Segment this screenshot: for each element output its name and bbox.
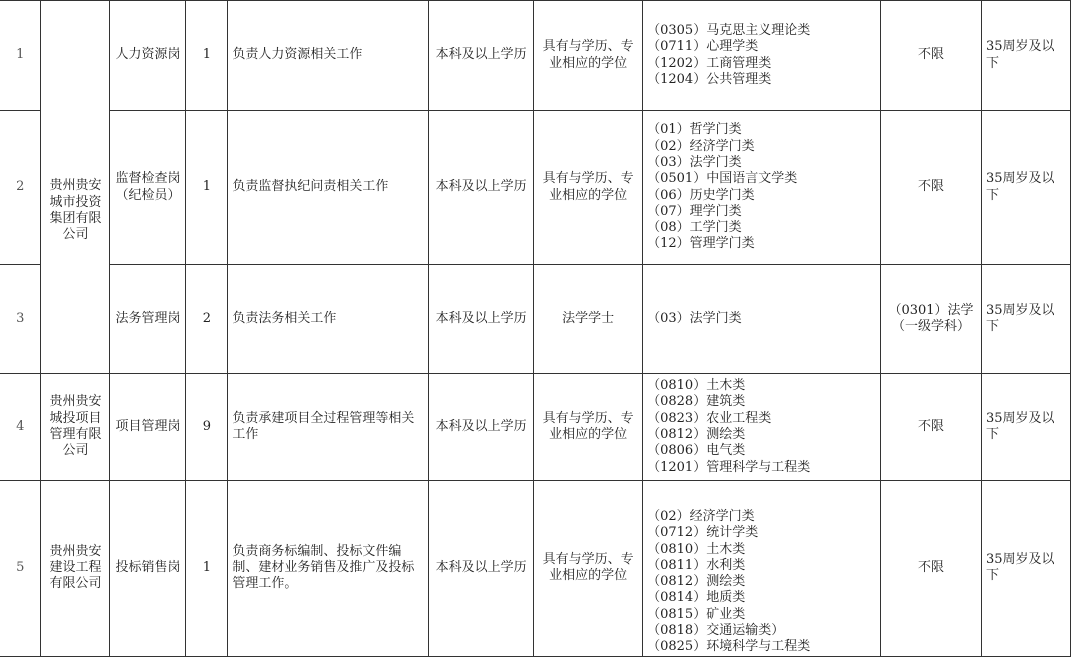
row-number: 3 <box>0 265 41 374</box>
age-cell: 35周岁及以下 <box>982 265 1071 374</box>
major-item: （0810）土木类 <box>647 378 746 394</box>
major-item: （12）管理学门类 <box>647 236 755 252</box>
major-item: （0806）电气类 <box>647 443 746 459</box>
company-line: 贵州贵安 <box>49 394 102 410</box>
degree-cell <box>534 374 643 481</box>
major-item: （0305）马克思主义理论类 <box>647 22 811 38</box>
table-row <box>0 374 1071 481</box>
graduate-cell <box>881 265 982 374</box>
row-number: 5 <box>0 481 41 657</box>
majors-cell <box>643 111 881 265</box>
degree-cell <box>534 1 643 111</box>
graduate-line: 不限 <box>918 47 945 63</box>
major-item: （02）经济学门类 <box>647 509 755 524</box>
majors-cell <box>643 1 881 111</box>
position-cell <box>110 265 186 374</box>
graduate-cell <box>881 111 982 265</box>
position-name: 人力资源岗 <box>115 47 181 63</box>
education-cell: 本科及以上学历 <box>429 481 534 657</box>
company-line: 建设工程 <box>49 560 102 576</box>
major-item: （08）工学门类 <box>647 220 742 236</box>
row-number: 2 <box>0 111 41 265</box>
major-item: （0825）环境科学与工程类 <box>647 639 811 655</box>
major-item: （0812）测绘类 <box>647 427 746 442</box>
major-item: （03）法学门类 <box>647 154 742 170</box>
graduate-cell <box>881 374 982 481</box>
education-cell: 本科及以上学历 <box>429 265 534 374</box>
major-item: （0818）交通运输类） <box>647 623 785 639</box>
education-cell: 本科及以上学历 <box>429 111 534 265</box>
major-item: （0810）土木类 <box>647 541 746 557</box>
position-name: 投标销售岗 <box>115 560 181 576</box>
major-item: （02）经济学门类 <box>647 138 755 154</box>
graduate-line: （0301）法学 <box>888 302 974 318</box>
table-row <box>0 481 1071 657</box>
position-cell <box>110 481 186 657</box>
row-number: 1 <box>0 1 41 111</box>
degree-cell <box>534 111 643 265</box>
duty-cell: 负责监督执纪问责相关工作 <box>228 111 429 265</box>
degree-line: 业相应的学位 <box>549 187 628 203</box>
table-row <box>0 1 1071 111</box>
duty-cell: 负责法务相关工作 <box>228 265 429 374</box>
company-line: 公司 <box>62 227 89 243</box>
graduate-line: 不限 <box>918 179 945 195</box>
major-item: （1204）公共管理类 <box>647 71 772 87</box>
degree-cell <box>534 481 643 657</box>
table-row <box>0 111 1071 265</box>
major-item: （0711）心理学类 <box>647 39 759 55</box>
major-item: （0814）地质类 <box>647 590 746 606</box>
company-line: 贵州贵安 <box>49 178 102 194</box>
graduate-line: 不限 <box>918 560 945 576</box>
company-line: 城投项目 <box>49 410 102 426</box>
major-item: （07）理学门类 <box>647 203 742 219</box>
degree-line: 具有与学历、专 <box>542 171 634 187</box>
position-cell <box>110 111 186 265</box>
company-cell <box>41 481 110 657</box>
headcount-cell: 2 <box>186 265 228 374</box>
position-name: 项目管理岗 <box>115 418 181 434</box>
company-cell <box>41 1 110 374</box>
major-item: （0828）建筑类 <box>647 394 746 410</box>
position-cell <box>110 374 186 481</box>
degree-line: 具有与学历、专 <box>542 39 634 55</box>
major-item: （0815）矿业类 <box>647 606 746 622</box>
age-cell: 35周岁及以下 <box>982 374 1071 481</box>
age-cell: 35周岁及以下 <box>982 111 1071 265</box>
education-cell: 本科及以上学历 <box>429 374 534 481</box>
position-cell <box>110 1 186 111</box>
majors-cell <box>643 265 881 374</box>
graduate-cell <box>881 481 982 657</box>
major-item: （1201）管理科学与工程类 <box>647 459 811 475</box>
company-line: 管理有限 <box>49 427 102 442</box>
degree-line: 业相应的学位 <box>549 568 628 584</box>
majors-cell <box>643 374 881 481</box>
major-item: （0501）中国语言文学类 <box>647 171 798 187</box>
headcount-cell: 9 <box>186 374 228 481</box>
major-item: （0811）水利类 <box>647 557 746 573</box>
degree-line: 业相应的学位 <box>549 55 628 71</box>
degree-line: 法学学士 <box>562 310 615 326</box>
major-item: （06）历史学门类 <box>647 187 755 203</box>
age-cell: 35周岁及以下 <box>982 481 1071 657</box>
company-line: 公司 <box>62 443 89 459</box>
major-item: （03）法学门类 <box>647 310 742 326</box>
majors-cell <box>643 481 881 657</box>
headcount-cell: 1 <box>186 111 228 265</box>
company-cell <box>41 374 110 481</box>
position-name: （纪检员） <box>115 187 181 203</box>
education-cell: 本科及以上学历 <box>429 1 534 111</box>
company-line: 有限公司 <box>49 576 102 592</box>
major-item: （0823）农业工程类 <box>647 410 772 426</box>
major-item: （0812）测绘类 <box>647 574 746 590</box>
table-row <box>0 265 1071 374</box>
major-item: （1202）工商管理类 <box>647 55 772 71</box>
degree-line: 业相应的学位 <box>549 427 628 442</box>
major-item: （01）哲学门类 <box>647 122 742 138</box>
headcount-cell: 1 <box>186 1 228 111</box>
position-name: 法务管理岗 <box>115 310 181 326</box>
row-number: 4 <box>0 374 41 481</box>
age-cell: 35周岁及以下 <box>982 1 1071 111</box>
company-line: 贵州贵安 <box>49 543 102 559</box>
degree-line: 具有与学历、专 <box>542 410 634 426</box>
duty-cell: 负责商务标编制、投标文件编制、建材业务销售及推广及投标管理工作。 <box>228 481 429 657</box>
headcount-cell: 1 <box>186 481 228 657</box>
graduate-line: 不限 <box>918 418 945 434</box>
major-item: （0712）统计学类 <box>647 525 759 541</box>
degree-line: 具有与学历、专 <box>542 552 634 568</box>
company-line: 城市投资 <box>49 194 102 210</box>
graduate-line: （一级学科） <box>892 319 971 334</box>
company-line: 集团有限 <box>49 211 102 226</box>
graduate-cell <box>881 1 982 111</box>
degree-cell <box>534 265 643 374</box>
duty-cell: 负责人力资源相关工作 <box>228 1 429 111</box>
position-name: 监督检查岗 <box>115 171 181 187</box>
duty-cell: 负责承建项目全过程管理等相关工作 <box>228 374 429 481</box>
